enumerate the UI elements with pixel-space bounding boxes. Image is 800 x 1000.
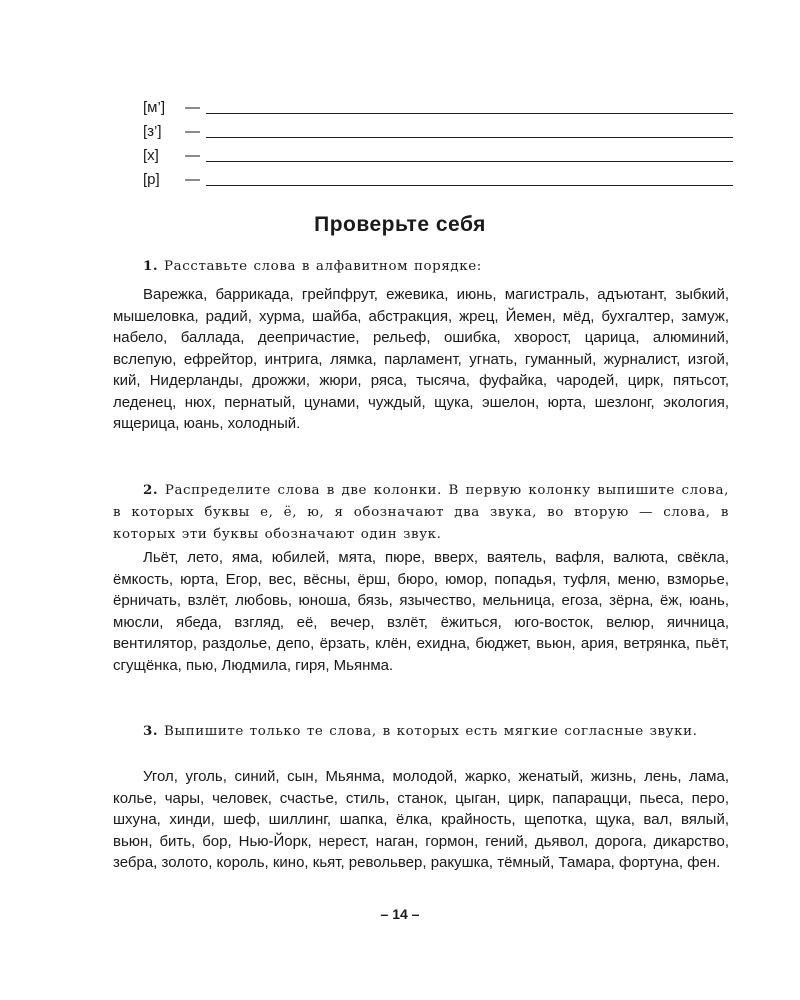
sound-blanks (143, 97, 733, 193)
task-3-prompt (113, 720, 729, 743)
dash: — (185, 171, 200, 188)
sound-label: [з’] (143, 123, 162, 140)
sound-blank-row (143, 145, 733, 169)
sound-label: [м’] (143, 99, 165, 116)
dash: — (185, 99, 200, 116)
task-prompt-text: Расставьте слова в алфавитном порядке: (164, 259, 482, 274)
task-prompt-text: Распределите слова в две колонки. В первую колонку выпишите слова, в которых буквы е, ё, ю, я обозначают два звука, во вторую — слова, в которых эти буквы обозначают один звук. (113, 483, 729, 542)
section-title: Проверьте себя (314, 213, 486, 236)
task-prompt-text: Выпишите только те слова, в которых есть мягкие согласные звуки. (164, 724, 698, 739)
page-number: – 14 – (380, 906, 420, 922)
task-1-words: Варежка, баррикада, грейпфрут, ежевика, июнь, магистраль, адъютант, зыбкий, мышеловка, радий, хурма, шайба, абстракция, жрец, Йемен, мёд, бухгалтер, замуж, набело, баллада, деепричастие, рельеф, ошибка, хворост, царица, алюминий, вслепую, ефрейтор, интрига, лямка, парламент, угнать, гуманный, журналист, изгой, кий, Нидерланды, дрожжи, жюри, ряса, тысяча, фуфайка, чародей, цирк, пятьсот, леденец, нюх, пернатый, цунами, чуждый, щука, эшелон, юрта, шезлонг, экология, ящерица, юань, холодный. (113, 286, 729, 432)
answer-line (206, 113, 733, 114)
task-number: 1. (143, 258, 159, 274)
task-number: 2. (143, 482, 159, 498)
answer-line (206, 137, 733, 138)
dash: — (185, 123, 200, 140)
task-2-words: Льёт, лето, яма, юбилей, мята, пюре, вверх, ваятель, вафля, валюта, свёкла, ёмкость, юрта, Егор, вес, вёсны, ёрш, бюро, юмор, попадья, туфля, меню, взморье, ёрничать, взлёт, любовь, юноша, бязь, язычество, мельница, егоза, зёрна, ёж, юань, мюсли, ябеда, взгляд, её, вечер, взлёт, ёжиться, юго-восток, велюр, яичница, вентилятор, раздолье, депо, ёрзать, клён, ехидна, бюджет, вьюн, ария, ветрянка, пьёт, сгущёнка, пью, Людмила, гиря, Мьянма. (113, 549, 729, 674)
sound-label: [р] (143, 171, 160, 188)
task-1-prompt (113, 255, 729, 278)
answer-line (206, 185, 733, 186)
sound-label: [х] (143, 147, 159, 164)
sound-blank-row (143, 121, 733, 145)
task-number: 3. (143, 723, 159, 739)
answer-line (206, 161, 733, 162)
dash: — (185, 147, 200, 164)
task-2-prompt (113, 479, 729, 546)
sound-blank-row (143, 97, 733, 121)
task-3-words: Угол, уголь, синий, сын, Мьянма, молодой, жарко, женатый, жизнь, лень, лама, колье, чары, человек, счастье, стиль, станок, цыган, цирк, папарацци, пьеса, перо, шхуна, хинди, шеф, шиллинг, шапка, ёлка, крайность, щепотка, щука, вал, вялый, вьюн, бить, бор, Нью-Йорк, нерест, наган, гормон, гений, дьявол, дорога, дикарство, зебра, золото, король, кино, кьят, револьвер, ракушка, тёмный, Тамара, фортуна, фен. (113, 768, 729, 871)
sound-blank-row (143, 169, 733, 193)
